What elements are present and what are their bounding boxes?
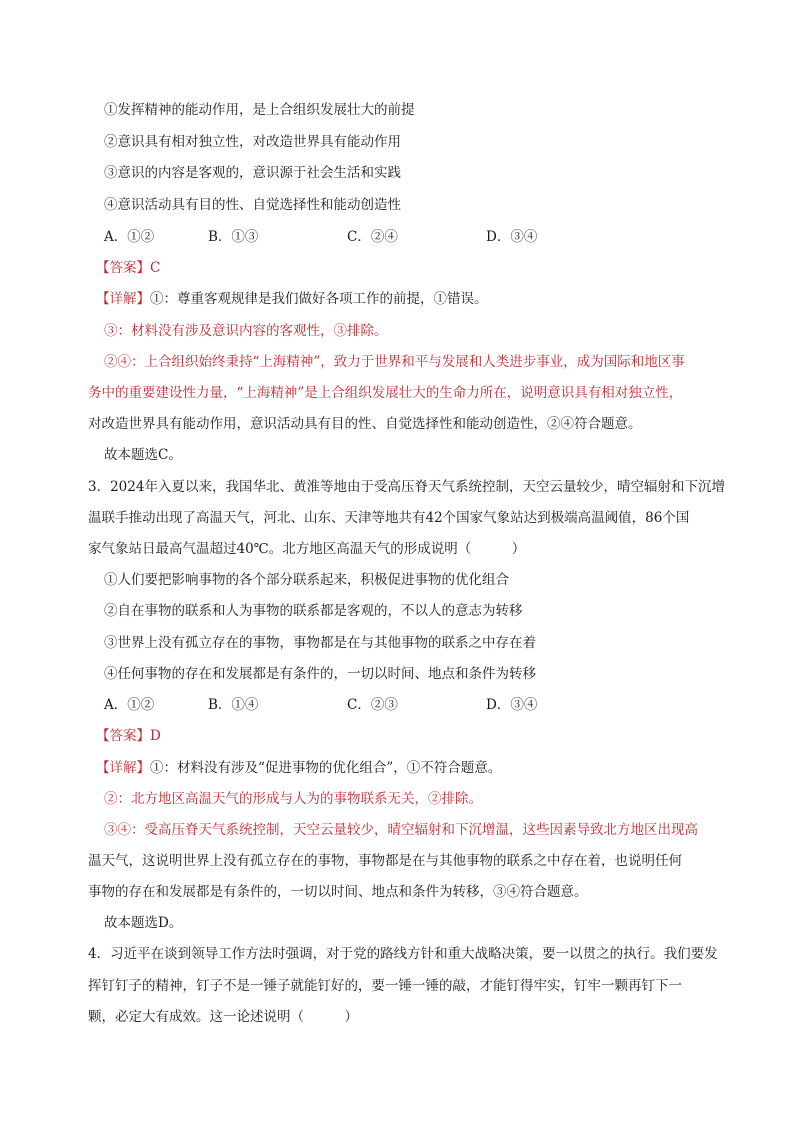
answer-value: C: [150, 260, 161, 276]
answer-value: D: [150, 728, 161, 744]
detail-text: ①：尊重客观规律是我们做好各项工作的前提，①错误。: [150, 291, 488, 307]
q3-option-a: A．①②: [104, 697, 155, 713]
q3-option-d: D．③④: [486, 697, 538, 713]
q2-detail-line-3: ②④：上合组织始终秉持“上海精神”，致力于世界和平与发展和人类进步事业，成为国际和地区事: [104, 354, 685, 370]
q3-detail-line-2: ②：北方地区高温天气的形成与人为的事物联系无关，②排除。: [104, 791, 482, 807]
q3-options: [104, 696, 604, 714]
q2-option-d: D．③④: [486, 229, 538, 245]
q2-statement-1: ①发挥精神的能动作用，是上合组织发展壮大的前提: [104, 102, 415, 118]
q3-statement-2: ②自在事物的联系和人为事物的联系都是客观的，不以人的意志为转移: [104, 603, 523, 619]
q4-stem-line-3: 颗，必定大有成效。这一论述说明（ ）: [88, 1009, 358, 1025]
q2-conclusion: 故本题选C。: [104, 447, 182, 463]
q3-statement-1: ①人们要把影响事物的各个部分联系起来，积极促进事物的优化组合: [104, 572, 509, 588]
q3-option-c: C．②③: [347, 697, 398, 713]
q4-stem-line-1: 4．习近平在谈到领导工作方法时强调，对于党的路线方针和重大战略决策，要一以贯之的执行。我们要发: [88, 946, 718, 962]
q3-stem-line-2: 温联手推动出现了高温天气，河北、山东、天津等地共有42个国家气象站达到极端高温阈值，86个国: [88, 510, 690, 526]
q2-statement-4: ④意识活动具有目的性、自觉选择性和能动创造性: [104, 197, 401, 213]
q2-detail-line-2: ③：材料没有涉及意识内容的客观性，③排除。: [104, 323, 388, 339]
q3-stem-line-3: 家气象站日最高气温超过40℃。北方地区高温天气的形成说明（ ）: [88, 541, 526, 557]
detail-tag: 【详解】: [96, 291, 150, 307]
answer-tag: 【答案】: [96, 260, 150, 276]
q2-option-b: B．①③: [208, 229, 259, 245]
q2-options: [104, 228, 604, 246]
q2-option-a: A．①②: [104, 229, 155, 245]
q2-detail-line-1: [96, 290, 488, 308]
q3-answer: [96, 727, 161, 745]
q3-detail-line-3: ③④：受高压脊天气系统控制，天空云量较少，晴空辐射和下沉增温，这些因素导致北方地区出现高: [104, 822, 698, 838]
q3-option-b: B．①④: [208, 697, 259, 713]
q2-answer: [96, 259, 160, 277]
answer-tag: 【答案】: [96, 728, 150, 744]
detail-tag: 【详解】: [96, 760, 150, 776]
q3-statement-4: ④任何事物的存在和发展都是有条件的，一切以时间、地点和条件为转移: [104, 666, 536, 682]
q3-conclusion: 故本题选D。: [104, 915, 183, 931]
q2-detail-line-5: 对改造世界具有能动作用，意识活动具有目的性、自觉选择性和能动创造性，②④符合题意。: [88, 416, 642, 432]
detail-text: ①：材料没有涉及“促进事物的优化组合”，①不符合题意。: [150, 760, 502, 776]
q2-option-c: C．②④: [347, 229, 398, 245]
q3-detail-line-4: 温天气，这说明世界上没有孤立存在的事物，事物都是在与其他事物的联系之中存在着，也说明任何: [88, 853, 682, 869]
q2-detail-line-4: 务中的重要建设性力量，“上海精神”是上合组织发展壮大的生命力所在，说明意识具有相对独立性，: [88, 385, 683, 401]
q2-statement-3: ③意识的内容是客观的，意识源于社会生活和实践: [104, 165, 401, 181]
q2-statement-2: ②意识具有相对独立性，对改造世界具有能动作用: [104, 134, 401, 150]
q4-stem-line-2: 挥钉钉子的精神，钉子不是一锤子就能钉好的，要一锤一锤的敲，才能钉得牢实，钉牢一颗再钉下一: [88, 978, 682, 994]
q3-detail-line-5: 事物的存在和发展都是有条件的，一切以时间、地点和条件为转移，③④符合题意。: [88, 884, 588, 900]
q3-statement-3: ③世界上没有孤立存在的事物，事物都是在与其他事物的联系之中存在着: [104, 635, 536, 651]
q3-stem-line-1: 3．2024年入夏以来，我国华北、黄淮等地由于受高压脊天气系统控制，天空云量较少，晴空辐射和下沉增: [88, 479, 725, 495]
q3-detail-line-1: [96, 759, 501, 777]
